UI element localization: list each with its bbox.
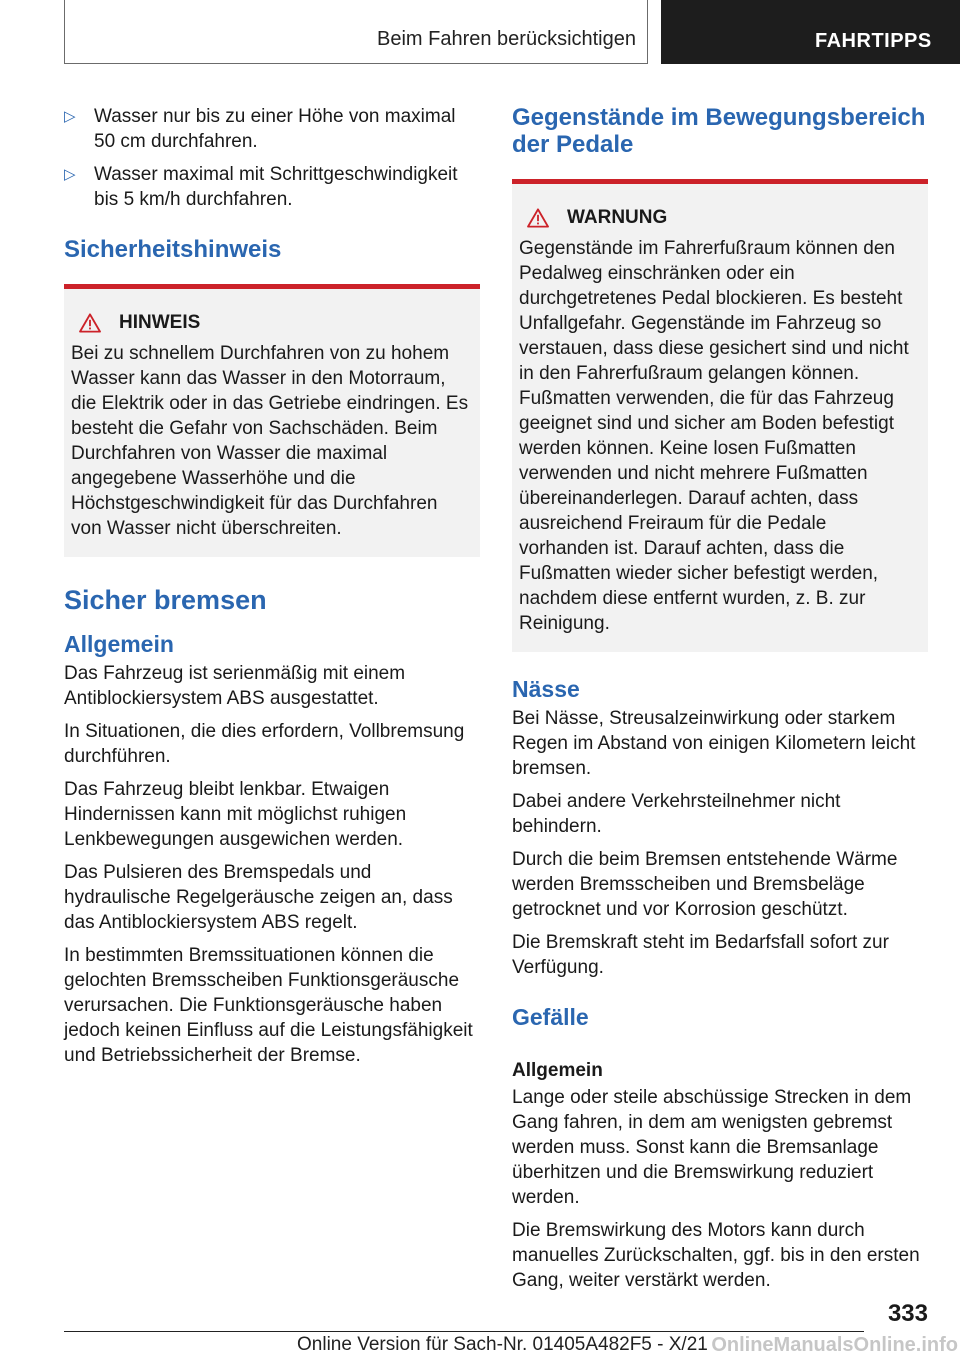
chapter-tab: FAHRTIPPS xyxy=(661,0,960,64)
paragraph: Das Pulsieren des Bremspedals und hydraulische Regelgeräusche zeigen an, dass das Antiblockiersystem ABS regelt. xyxy=(64,862,453,933)
paragraph: Bei Nässe, Streusalzeinwirkung oder starkem Regen im Abstand von einigen Kilometern leicht bremsen. xyxy=(512,708,916,779)
safety-heading: Sicherheitshinweis xyxy=(64,236,282,263)
list-item-text: Wasser nur bis zu einer Höhe von maximal 50 cm durchfahren. xyxy=(94,106,456,152)
notice-box xyxy=(64,284,480,557)
warning-title: WARNUNG xyxy=(567,207,668,228)
paragraph: Lange oder steile abschüssige Strecken in dem Gang fahren, in dem am wenigsten gebremst werden muss. Sonst kann die Bremsanlage überhitzen und die Bremswirkung reduziert werden. xyxy=(512,1087,912,1208)
paragraph: Dabei andere Verkehrsteilnehmer nicht behindern. xyxy=(512,791,841,837)
warning-body: Gegenstände im Fahrerfußraum können den Pedalweg einschränken oder ein durchgetretenes Pedal blockieren. Es besteht Unfallgefahr. Gegenstände im Fahrzeug so verstauen, dass diese gesichert sind und nicht in den Fahrerfußraum gelangen können. Fußmatten verwenden, die für das Fahrzeug geeignet sind und sicher am Boden befestigt werden können. Keine losen Fußmatten verwenden und nicht mehrere Fußmatten übereinanderlegen. Darauf achten, dass ausreichend Freiraum für die Pedale vorhanden ist. Darauf achten, dass die Fußmatten wieder sicher befestigt werden, nachdem diese entfernt wurden, z. B. zur Reinigung. xyxy=(519,238,909,634)
list-item xyxy=(64,104,480,154)
paragraph: Durch die beim Bremsen entstehende Wärme werden Bremsscheiben und Bremsbeläge getrocknet und vor Korrosion geschützt. xyxy=(512,849,898,920)
pedal-heading: Gegenstände im Bewegungsbereich der Pedale xyxy=(512,104,926,158)
paragraph: Das Fahrzeug bleibt lenkbar. Etwaigen Hindernissen kann mit möglichst ruhigen Lenkbewegungen ausgewichen werden. xyxy=(64,779,407,850)
footer-online-version: Online Version für Sach-Nr. 01405A482F5 - X/21 xyxy=(297,1334,708,1355)
general-heading: Allgemein xyxy=(64,631,174,657)
left-column xyxy=(64,104,480,1076)
notice-header xyxy=(71,310,473,335)
right-column xyxy=(512,104,928,1301)
slope-subheading: Allgemein xyxy=(512,1060,603,1081)
paragraph: In bestimmten Bremssituationen können die gelochten Bremsscheiben Funktionsgeräusche verursachen. Die Funktionsgeräusche haben jedoch keinen Einfluss auf die Leistungsfähigkeit und Betriebssicherheit der Bremse. xyxy=(64,945,473,1066)
footer-divider xyxy=(64,1331,864,1332)
list-item xyxy=(64,162,480,212)
watermark: OnlineManualsOnline.info xyxy=(711,1334,958,1356)
warning-triangle-icon xyxy=(527,208,549,228)
warning-triangle-icon xyxy=(79,313,101,333)
list-item-text: Wasser maximal mit Schrittgeschwindigkeit bis 5 km/h durchfahren. xyxy=(94,164,458,210)
warning-header xyxy=(519,205,921,230)
braking-heading: Sicher bremsen xyxy=(64,585,267,615)
notice-body: Bei zu schnellem Durchfahren von zu hohem Wasser kann das Wasser in den Motorraum, die Elektrik oder in das Getriebe eindringen. Es besteht die Gefahr von Sachschäden. Beim Durchfahren von Wasser die maximal angegebene Wasserhöhe und die Höchstgeschwindigkeit für das Durchfahren von Wasser nicht überschreiten. xyxy=(71,343,469,539)
wet-heading: Nässe xyxy=(512,676,580,702)
triangle-right-outline-icon: ▷ xyxy=(64,166,76,183)
triangle-right-outline-icon: ▷ xyxy=(64,108,76,125)
header-section-title: Beim Fahren berücksichtigen xyxy=(376,28,636,50)
warning-box xyxy=(512,179,928,652)
paragraph: Die Bremswirkung des Motors kann durch manuelles Zurückschalten, ggf. bis in den ersten Gang, weiter verstärkt werden. xyxy=(512,1220,920,1291)
paragraph: Das Fahrzeug ist serienmäßig mit einem Antiblockiersystem ABS ausgestattet. xyxy=(64,663,406,709)
slope-heading: Gefälle xyxy=(512,1004,589,1030)
paragraph: In Situationen, die dies erfordern, Vollbremsung durchführen. xyxy=(64,721,465,767)
notice-title: HINWEIS xyxy=(119,312,201,333)
page-number: 333 xyxy=(887,1300,928,1327)
paragraph: Die Bremskraft steht im Bedarfsfall sofort zur Verfügung. xyxy=(512,932,889,978)
